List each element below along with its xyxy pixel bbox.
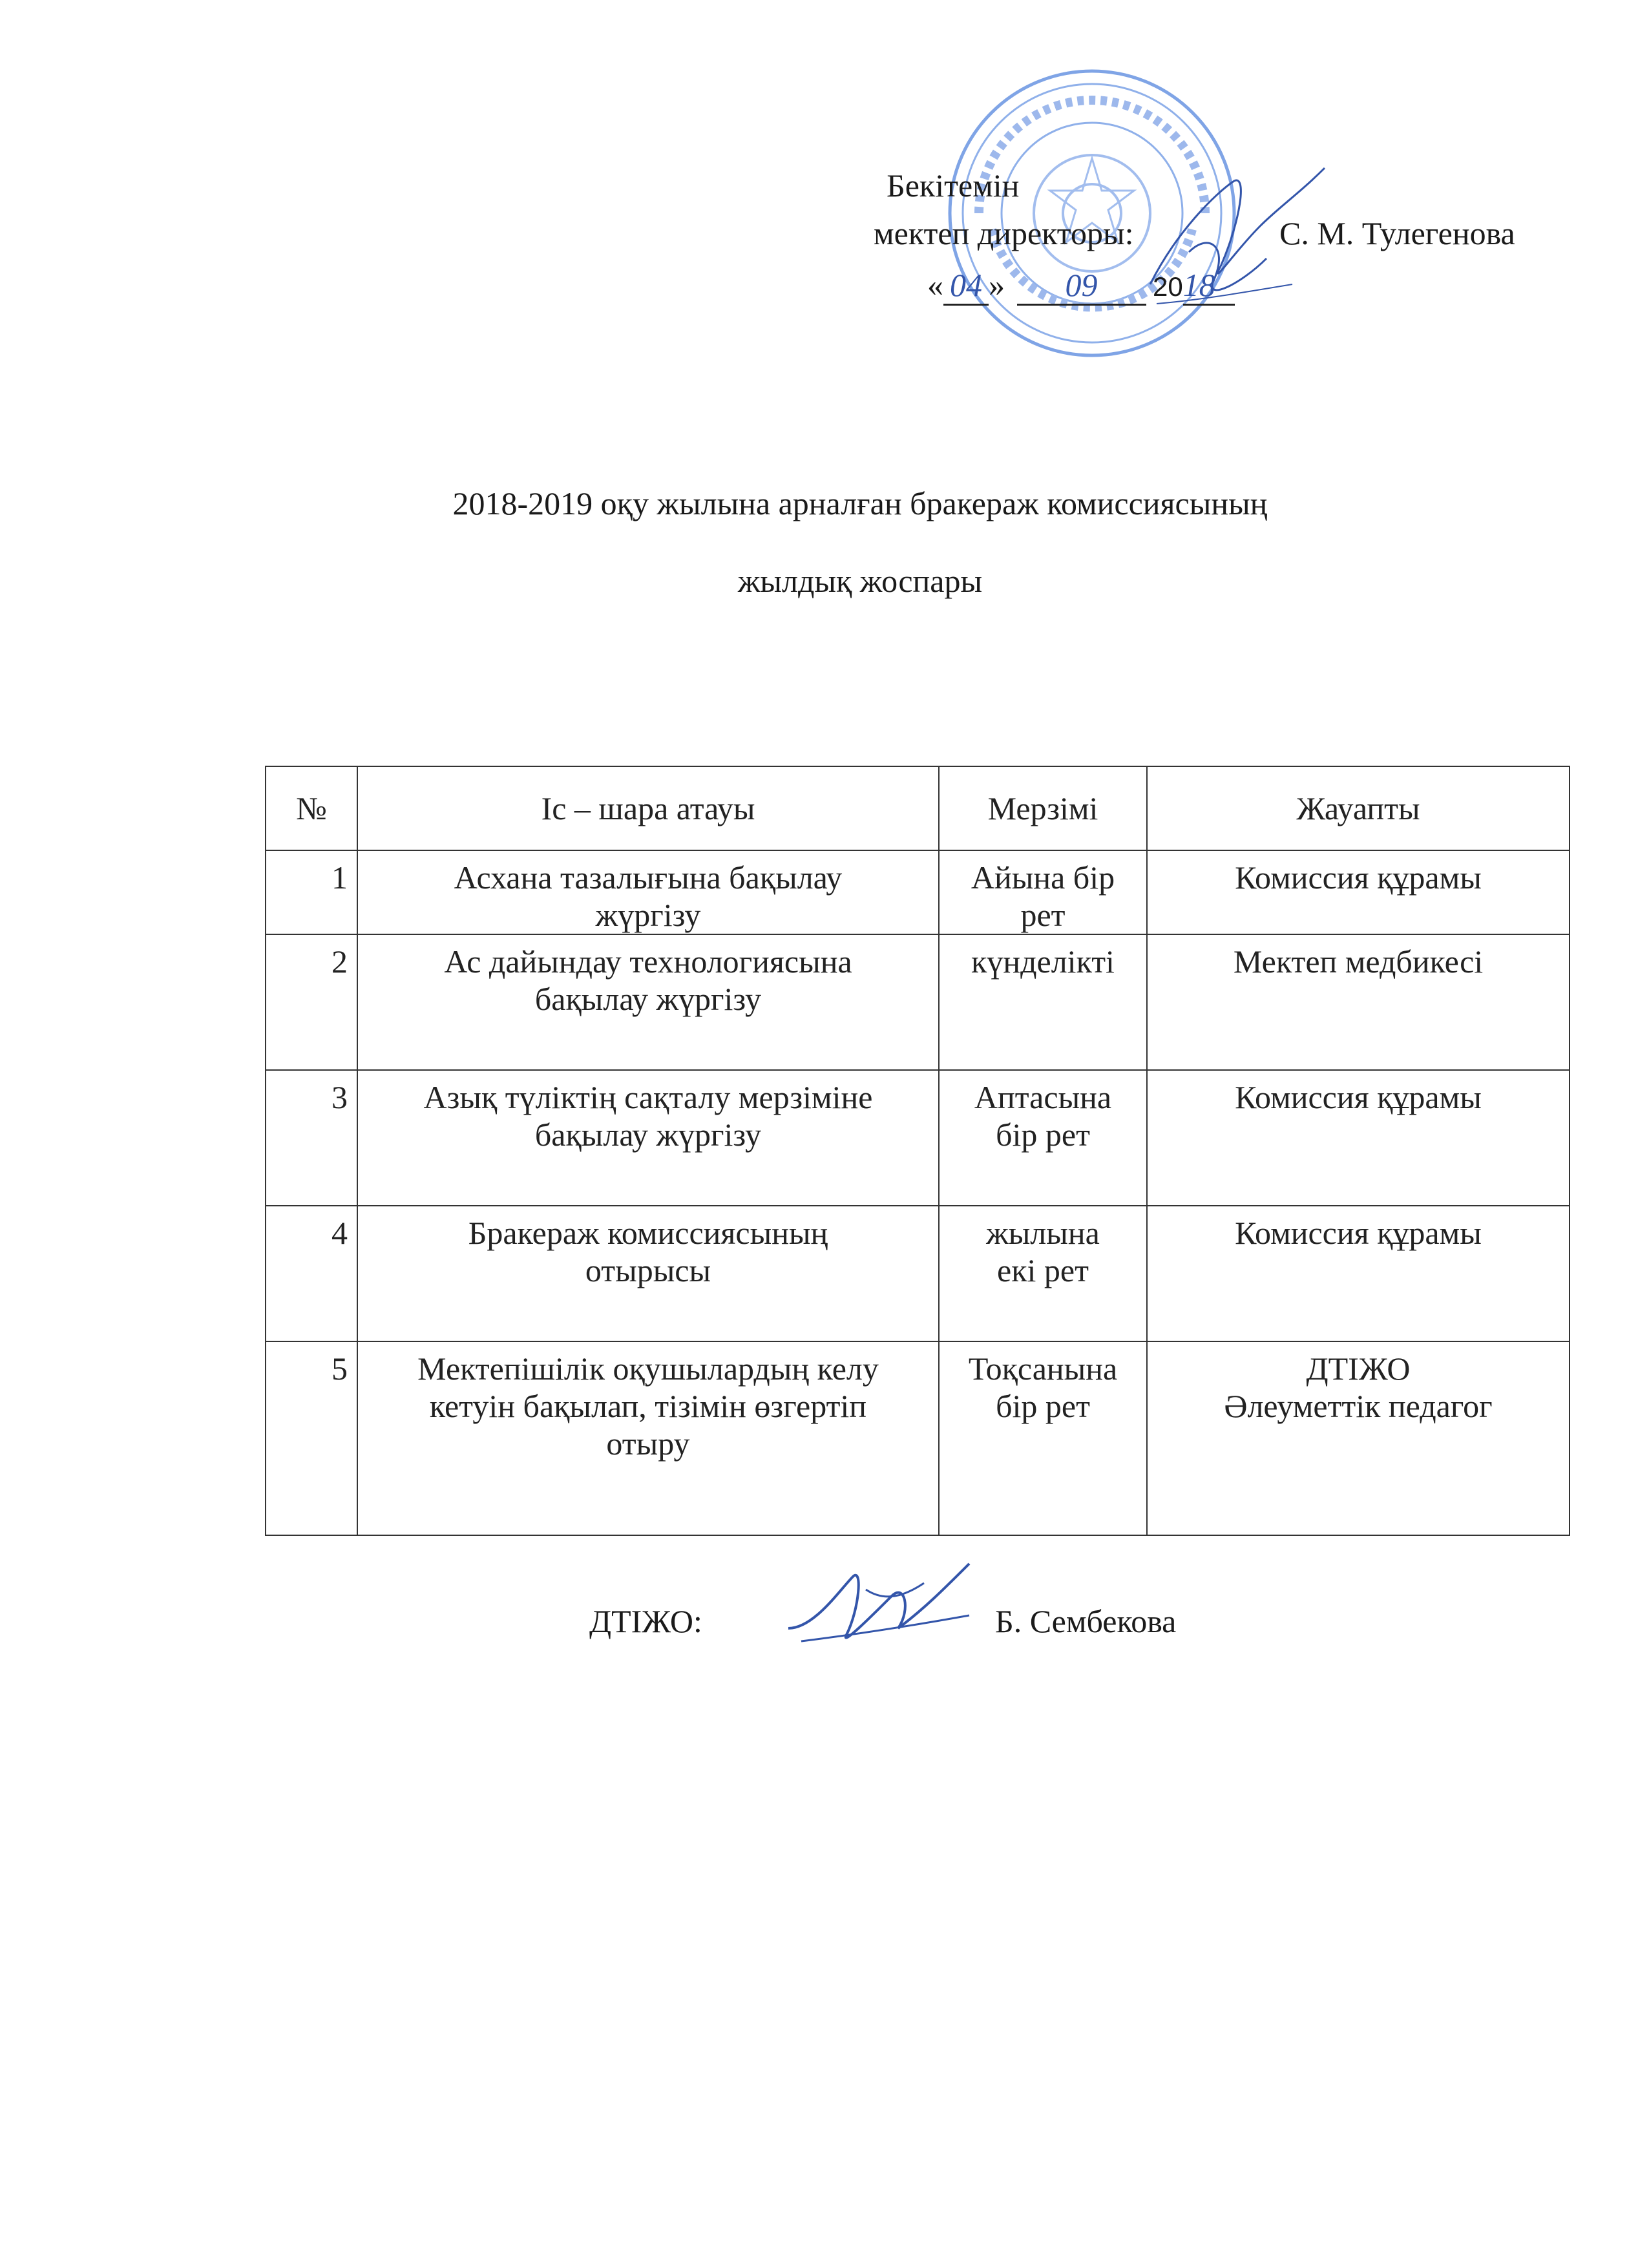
date-month: 09 xyxy=(1017,266,1146,306)
footer-label: ДТІЖО: xyxy=(589,1603,702,1639)
footer-signature xyxy=(775,1551,982,1667)
event-name-line: Ас дайындау технологиясына xyxy=(444,943,852,980)
document-title-line2: жылдық жоспары xyxy=(737,563,983,599)
table-row xyxy=(266,1070,1570,1206)
header-responsible: Жауапты xyxy=(1147,766,1570,850)
event-name xyxy=(357,1206,939,1341)
date-year-suffix: 18 xyxy=(1183,266,1235,306)
row-number: 4 xyxy=(266,1206,357,1341)
responsible-line: Комиссия құрамы xyxy=(1235,859,1482,896)
responsible-line: Мектеп медбикесі xyxy=(1233,943,1484,980)
event-term xyxy=(939,1070,1147,1206)
date-open-quote: « xyxy=(927,267,943,303)
event-name-line: бақылау жүргізу xyxy=(534,1117,762,1153)
term-line: Аптасына xyxy=(974,1079,1112,1115)
term-line: бір рет xyxy=(996,1388,1090,1424)
event-responsible xyxy=(1147,934,1570,1070)
term-line: Айына бір xyxy=(971,859,1115,896)
row-number: 5 xyxy=(266,1341,357,1535)
header-event-name: Іс – шара атауы xyxy=(357,766,939,850)
table-row xyxy=(266,850,1570,934)
responsible-line: ДТІЖО xyxy=(1306,1350,1411,1387)
director-name: С. М. Тулегенова xyxy=(1279,215,1515,251)
row-number: 2 xyxy=(266,934,357,1070)
event-name xyxy=(357,1341,939,1535)
event-name-line: Асхана тазалығына бақылау xyxy=(454,859,843,896)
row-number: 3 xyxy=(266,1070,357,1206)
plan-table xyxy=(265,766,1570,1536)
term-line: екі рет xyxy=(997,1252,1089,1288)
term-line: рет xyxy=(1020,897,1066,933)
event-name-line: отыру xyxy=(606,1425,690,1462)
date-close-quote: » xyxy=(989,267,1005,303)
approve-label: Бекітемін xyxy=(887,167,1020,204)
date-year-prefix: 20 xyxy=(1153,271,1183,302)
event-name-line: Мектепішілік оқушылардың келу xyxy=(417,1350,879,1387)
footer-name: Б. Сембекова xyxy=(995,1603,1177,1639)
event-term xyxy=(939,1341,1147,1535)
event-name-line: жүргізу xyxy=(595,897,701,933)
table-row xyxy=(266,934,1570,1070)
header-term: Мерзімі xyxy=(939,766,1147,850)
event-name-line: бақылау жүргізу xyxy=(534,981,762,1017)
event-responsible xyxy=(1147,850,1570,934)
event-name-line: Бракераж комиссиясының xyxy=(468,1215,828,1251)
responsible-line: Комиссия құрамы xyxy=(1235,1215,1482,1251)
event-term xyxy=(939,1206,1147,1341)
event-name-line: отырысы xyxy=(585,1252,711,1288)
director-label: мектеп директоры: xyxy=(874,215,1134,251)
table-row xyxy=(266,1341,1570,1535)
responsible-line: Комиссия құрамы xyxy=(1235,1079,1482,1115)
event-name-line: Азық түліктің сақталу мерзіміне xyxy=(423,1079,873,1115)
event-responsible xyxy=(1147,1206,1570,1341)
header-number: № xyxy=(266,766,357,850)
event-name xyxy=(357,1070,939,1206)
term-line: Тоқсанына xyxy=(968,1350,1118,1387)
table-row xyxy=(266,1206,1570,1341)
term-line: бір рет xyxy=(996,1117,1090,1153)
event-name-line: кетуін бақылап, тізімін өзгертіп xyxy=(429,1388,867,1424)
event-term xyxy=(939,850,1147,934)
date-day: 04 xyxy=(943,266,989,306)
event-name xyxy=(357,934,939,1070)
table-header-row xyxy=(266,766,1570,850)
term-line: жылына xyxy=(986,1215,1100,1251)
document-title-line1: 2018-2019 оқу жылына арналған бракераж комиссиясының xyxy=(452,485,1268,521)
responsible-line: Әлеуметтік педагог xyxy=(1224,1388,1493,1424)
event-name xyxy=(357,850,939,934)
event-term xyxy=(939,934,1147,1070)
row-number: 1 xyxy=(266,850,357,934)
term-line: күнделікті xyxy=(971,943,1115,980)
event-responsible xyxy=(1147,1070,1570,1206)
director-signature xyxy=(1137,155,1331,330)
event-responsible xyxy=(1147,1341,1570,1535)
